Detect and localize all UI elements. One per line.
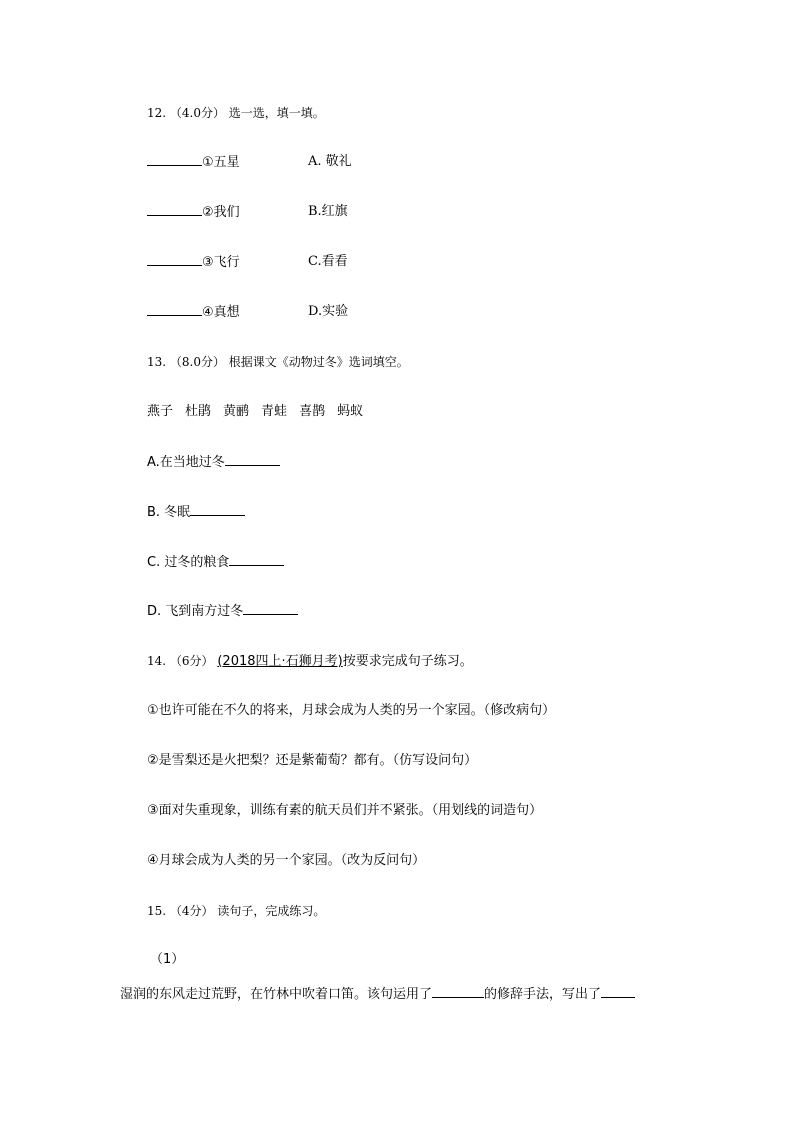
q15-sub-number — [150, 951, 184, 969]
q14-instruction: 按要求完成句子练习。 — [342, 654, 473, 669]
q14-item-4 — [147, 852, 425, 870]
word-bank-item: 黄鹂 — [223, 404, 250, 419]
q12-option-a — [308, 153, 352, 171]
q12-row-left: ③飞行 — [202, 255, 240, 270]
answer-blank[interactable] — [229, 553, 284, 566]
q12-option-d — [308, 303, 348, 321]
q12-option-b — [308, 203, 348, 221]
q14-number: 14. （6分） — [147, 654, 218, 668]
q13-item-text: C. 过冬的粮食 — [147, 555, 230, 570]
q12-row-4 — [147, 303, 240, 322]
q12-row-right: B.红旗 — [308, 204, 348, 219]
q12-option-c — [308, 253, 348, 271]
q15-header-text: 15. （4分） 读句子，完成练习。 — [147, 904, 326, 918]
q13-item-b — [147, 503, 245, 522]
q13-item-text: B. 冬眠 — [147, 505, 191, 520]
answer-blank[interactable] — [190, 503, 245, 516]
q13-item-text: D. 飞到南方过冬 — [147, 604, 244, 619]
q13-item-d — [147, 602, 298, 621]
q15-sentence-text: 湿润的东风走过荒野，在竹林中吹着口笛。该句运用了 — [120, 987, 433, 1002]
q13-item-a — [147, 453, 280, 472]
answer-blank[interactable] — [601, 985, 635, 998]
q12-row-right: A. 敬礼 — [308, 154, 352, 169]
answer-blank[interactable] — [147, 303, 202, 316]
answer-blank[interactable] — [147, 203, 202, 216]
word-bank-item: 杜鹃 — [185, 404, 212, 419]
answer-blank[interactable] — [432, 985, 484, 998]
q13-item-text: A.在当地过冬 — [147, 455, 225, 470]
answer-blank[interactable] — [147, 253, 202, 266]
q14-item-2 — [147, 752, 477, 770]
word-bank-item: 青蛙 — [261, 404, 288, 419]
word-bank-item: 蚂蚁 — [337, 404, 364, 419]
answer-blank[interactable] — [243, 602, 298, 615]
q13-word-bank — [147, 403, 375, 421]
answer-blank[interactable] — [225, 453, 280, 466]
q14-item-3 — [147, 802, 542, 820]
q12-header-text: 12. （4.0分） 选一选，填一填。 — [147, 106, 325, 120]
q12-row-left: ④真想 — [202, 305, 240, 320]
q12-row-2 — [147, 203, 240, 222]
q14-source-link[interactable]: (2018四上·石狮月考) — [217, 654, 343, 669]
q15-sentence — [120, 985, 635, 1004]
word-bank-item: 燕子 — [147, 404, 174, 419]
word-bank-item: 喜鹊 — [299, 404, 326, 419]
q14-item-1 — [147, 702, 555, 720]
q15-sub-text: （1） — [150, 952, 185, 967]
q12-row-right: D.实验 — [308, 304, 349, 319]
q13-header-text: 13. （8.0分） 根据课文《动物过冬》选词填空。 — [147, 355, 409, 369]
q12-header — [147, 104, 325, 122]
q12-row-left: ①五星 — [202, 155, 240, 170]
q12-row-3 — [147, 253, 240, 272]
q12-row-left: ②我们 — [202, 205, 240, 220]
q15-header — [147, 902, 325, 920]
q13-item-c — [147, 553, 284, 572]
q12-row-right: C.看看 — [308, 254, 348, 269]
q14-item-text: ③面对失重现象，训练有素的航天员们并不紧张。（用划线的词造句） — [147, 803, 543, 818]
answer-blank[interactable] — [147, 153, 202, 166]
q12-row-1 — [147, 153, 240, 172]
q13-header — [147, 353, 409, 371]
q15-sentence-text: 的修辞手法，写出了 — [484, 987, 602, 1002]
q14-item-text: ②是雪梨还是火把梨？还是紫葡萄？都有。（仿写设问句） — [147, 753, 478, 768]
q14-header — [147, 652, 473, 671]
q14-item-text: ①也许可能在不久的将来，月球会成为人类的另一个家园。（修改病句） — [147, 703, 556, 718]
q14-item-text: ④月球会成为人类的另一个家园。（改为反问句） — [147, 853, 426, 868]
